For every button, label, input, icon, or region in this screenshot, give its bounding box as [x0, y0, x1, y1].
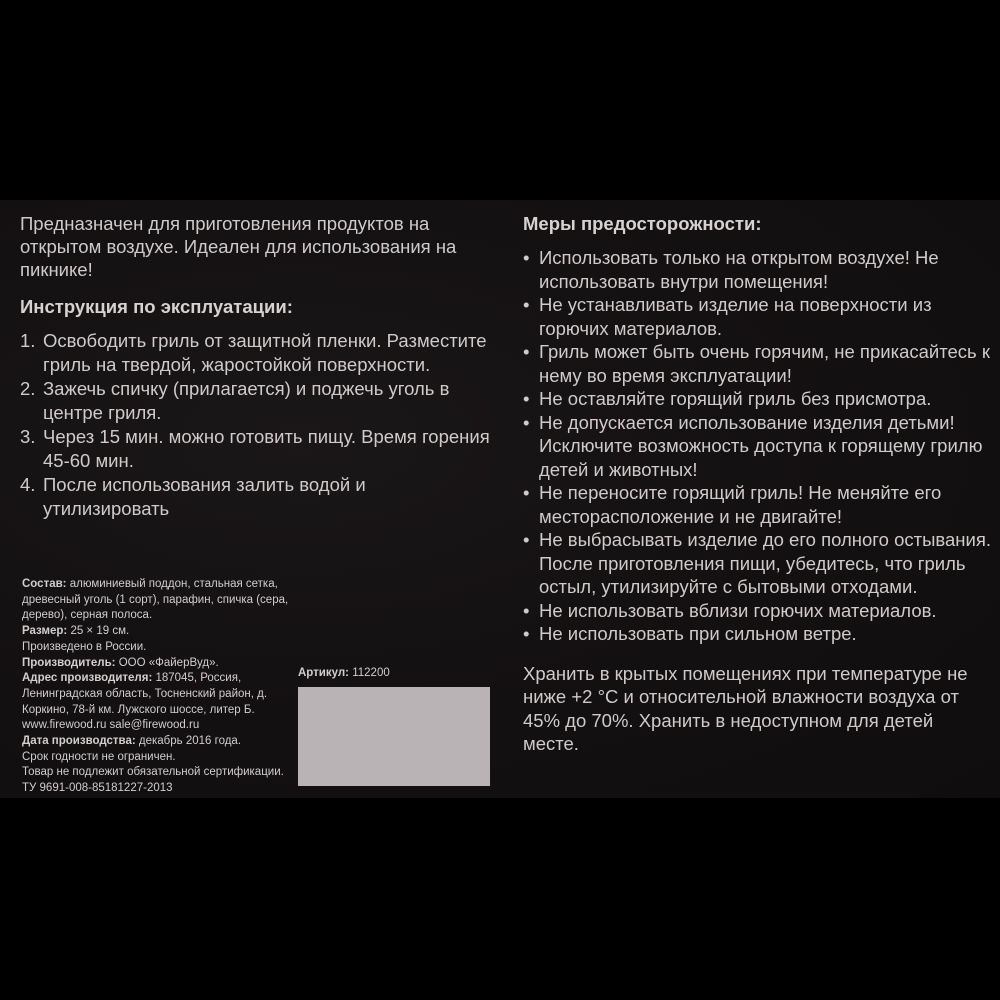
- precaution-item: [523, 340, 993, 387]
- production-date: [22, 734, 292, 750]
- bullet-icon: •: [523, 294, 530, 315]
- tu-code: ТУ 9691-008-85181227-2013: [22, 782, 173, 795]
- bullet-icon: •: [523, 341, 530, 362]
- instruction-step: [20, 473, 490, 521]
- left-column: [20, 212, 490, 521]
- origin: Произведено в России.: [22, 640, 147, 653]
- precaution-text: Не переносите горящий гриль! Не меняйте его месторасположение и не двигайте!: [539, 482, 942, 527]
- step-number: 2.: [20, 378, 36, 399]
- precaution-item: [523, 246, 993, 293]
- composition: [22, 577, 292, 624]
- size-value: 25 × 19 см.: [67, 625, 130, 638]
- step-number: 1.: [20, 330, 36, 351]
- step-text: Освободить гриль от защитной пленки. Разместите гриль на твердой, жаростойкой поверхности.: [43, 330, 487, 375]
- step-number: 3.: [20, 426, 36, 447]
- precaution-text: Не оставляйте горящий гриль без присмотра.: [539, 388, 932, 409]
- precaution-item: [523, 411, 993, 482]
- instructions-list: [20, 329, 490, 521]
- bullet-icon: •: [523, 623, 530, 644]
- size-label: Размер:: [22, 625, 68, 638]
- precaution-text: Не допускается использование изделия детьми! Исключите возможность доступа к горящему грилю детей и животных!: [539, 411, 983, 480]
- composition-label: Состав:: [22, 578, 67, 590]
- bullet-icon: •: [523, 529, 530, 550]
- address-label: Адрес производителя:: [22, 672, 153, 685]
- bullet-icon: •: [523, 247, 530, 268]
- instructions-title: Инструкция по эксплуатации:: [20, 296, 293, 317]
- bullet-icon: •: [523, 388, 530, 409]
- precaution-item: [523, 599, 993, 623]
- article-value: 112200: [349, 667, 390, 679]
- production-date-label: Дата производства:: [22, 735, 136, 748]
- production-date-value: декабрь 2016 года.: [135, 735, 242, 748]
- bullet-icon: •: [523, 599, 530, 621]
- product-label-card: [0, 200, 1000, 798]
- barcode-label-box: [298, 687, 490, 786]
- precautions-list: [523, 246, 993, 646]
- instruction-step: [20, 377, 490, 425]
- bullet-icon: •: [523, 482, 530, 503]
- composition-value: алюминиевый поддон, стальная сетка, древесный уголь (1 сорт), парафин, спичка (сера, дерево), серная полоса.: [22, 578, 289, 622]
- precaution-text: Использовать только на открытом воздухе! Не использовать внутри помещения!: [539, 247, 939, 292]
- intro-text: Предназначен для приготовления продуктов на открытом воздухе. Идеален для использования на пикнике!: [20, 213, 457, 280]
- step-text: После использования залить водой и утилизировать: [43, 474, 366, 519]
- step-text: Зажечь спичку (прилагается) и поджечь уголь в центре гриля.: [43, 378, 450, 423]
- precaution-text: Не устанавливать изделие на поверхности из горючих материалов.: [539, 294, 932, 339]
- address: [22, 671, 292, 718]
- fine-print: [22, 577, 292, 797]
- precaution-text: Гриль может быть очень горячим, не прикасайтесь к нему во время эксплуатации!: [539, 341, 990, 386]
- manufacturer-label: Производитель:: [22, 656, 116, 669]
- instruction-step: [20, 425, 490, 473]
- precaution-item: [523, 387, 993, 411]
- article-label: Артикул:: [298, 667, 350, 679]
- precaution-item: [523, 622, 993, 646]
- precaution-text: Не выбрасывать изделие до его полного остывания. После приготовления пищи, убедитесь, что гриль остыл, утилизируйте с бытовыми отходами.: [539, 529, 992, 597]
- precaution-item: [523, 481, 993, 528]
- shelf-life: Срок годности не ограничен.: [22, 750, 176, 763]
- manufacturer-value: ООО «ФайерВуд».: [115, 656, 219, 669]
- size: [22, 624, 292, 640]
- step-number: 4.: [20, 474, 36, 495]
- certification-note: Товар не подлежит обязательной сертификации.: [22, 766, 284, 779]
- right-column: [523, 212, 993, 756]
- precaution-item: [523, 293, 993, 340]
- precaution-text: Не использовать при сильном ветре.: [539, 623, 857, 644]
- storage-conditions: Хранить в крытых помещениях при температуре не ниже +2 °С и относительной влажности воздуха от 45% до 70%. Хранить в недоступном для детей месте.: [523, 662, 968, 754]
- precaution-text: Не использовать вблизи горючих материалов.: [539, 599, 937, 621]
- contacts: www.firewood.ru sale@firewood.ru: [22, 719, 200, 732]
- precautions-title: Меры предосторожности:: [523, 213, 762, 234]
- article-number: [298, 667, 390, 679]
- precaution-item: [523, 528, 993, 599]
- instruction-step: [20, 329, 490, 377]
- address-value: 187045, Россия, Ленинградская область, Тосненский район, д. Коркино, 78-й км. Лужского шоссе, литер Б.: [22, 672, 268, 716]
- step-text: Через 15 мин. можно готовить пищу. Время горения 45-60 мин.: [43, 426, 490, 471]
- manufacturer: [22, 656, 292, 672]
- bullet-icon: •: [523, 411, 530, 433]
